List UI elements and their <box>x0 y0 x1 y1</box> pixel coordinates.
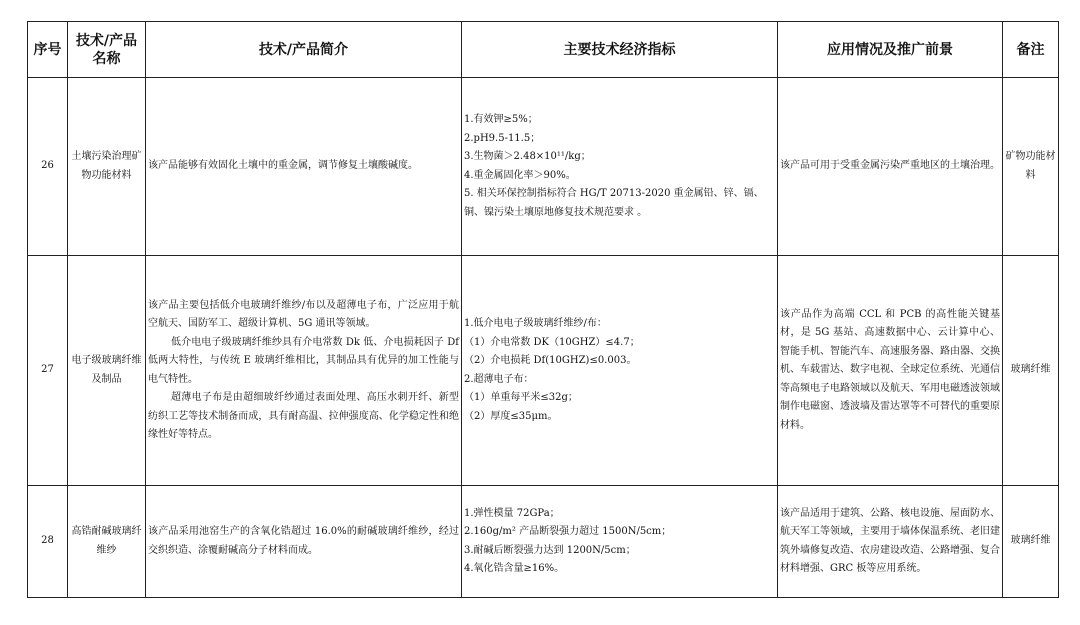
indicator-line: 1.低介电电子级玻璃纤维纱/布： <box>464 318 607 329</box>
indicator-line: 2.160g/m² 产品断裂强力超过 1500N/5cm； <box>464 526 672 537</box>
application-prospect: 该产品适用于建筑、公路、核电设施、屋面防水、航天军工等领域，主要用于墙体保温系统、老旧建筑外墙修复改造、农房建设改造、公路增强、复合材料增强、GRC 板等应用系统。 <box>778 486 1003 598</box>
remark: 玻璃纤维 <box>1003 486 1059 598</box>
indicator-line: 1.弹性模量 72GPa； <box>464 507 560 519</box>
remark: 玻璃纤维 <box>1003 256 1059 486</box>
indicators <box>462 256 778 486</box>
intro-paragraph: 该产品主要包括低介电玻璃纤维纱/布以及超薄电子布，广泛应用于航空航天、国防军工、超级计算机、5G 通讯等领域。 <box>148 299 459 329</box>
indicator-line: 3.耐碱后断裂强力达到 1200N/5cm； <box>464 544 636 556</box>
remark: 矿物功能材料 <box>1003 78 1059 256</box>
header-remark: 备注 <box>1003 22 1059 78</box>
application-prospect: 该产品可用于受重金属污染严重地区的土壤治理。 <box>778 78 1003 256</box>
product-intro <box>146 486 462 598</box>
header-intro: 技术/产品简介 <box>146 22 462 78</box>
indicator-line: 2.超薄电子布： <box>464 373 534 385</box>
product-intro <box>146 256 462 486</box>
row-number: 27 <box>28 256 68 486</box>
indicators <box>462 486 778 598</box>
table-row <box>28 486 1059 598</box>
indicator-line: （1）单重每平米≤32g； <box>464 392 578 403</box>
table-row <box>28 78 1059 256</box>
indicator-line: 1.有效钾≥5%； <box>464 114 538 125</box>
row-number: 28 <box>28 486 68 598</box>
row-number: 26 <box>28 78 68 256</box>
intro-paragraph: 超薄电子布是由超细玻纤纱通过表面处理、高压水刺开纤、新型纺织工艺等技术制备而成，具有耐高温、拉伸强度高、化学稳定性和绝缘性好等特点。 <box>148 392 459 440</box>
product-intro <box>146 78 462 256</box>
intro-paragraph: 低介电电子级玻璃纤维纱具有介电常数 Dk 低、介电损耗因子 Df 低两大特性，与传统 E 玻璃纤维相比，其制品具有优异的加工性能与电气特性。 <box>148 336 463 385</box>
header-name: 技术/产品名称 <box>68 22 146 78</box>
indicator-line: 4.氧化锆含量≥16%。 <box>464 563 565 574</box>
tech-catalog-table <box>27 21 1059 598</box>
indicator-line: 2.pH9.5-11.5； <box>464 132 541 144</box>
indicator-line: （1）介电常数 DK（10GHZ）≤4.7； <box>464 336 640 348</box>
product-name: 高锆耐碱玻璃纤维纱 <box>68 486 146 598</box>
header-application: 应用情况及推广前景 <box>778 22 1003 78</box>
indicator-line: 4.重金属固化率＞90%。 <box>464 169 576 181</box>
intro-paragraph: 该产品采用池窑生产的含氧化锆超过 16.0%的耐碱玻璃纤维纱，经过交织织造、涂覆耐碱高分子材料而成。 <box>148 526 459 556</box>
header-indicators: 主要技术经济指标 <box>462 22 778 78</box>
intro-paragraph: 该产品能够有效固化土壤中的重金属，调节修复土壤酸碱度。 <box>148 160 418 172</box>
application-prospect: 该产品作为高端 CCL 和 PCB 的高性能关键基材，是 5G 基站、高速数据中心、云计算中心、智能手机、智能汽车、高速服务器、路由器、交换机、车载雷达、数字电视、全球定位系统、光通信等高频电子电路领域以及航天、军用电磁透波领域制作电磁窗、透波墙及雷达罩等不可替代的重要原材料。 <box>778 256 1003 486</box>
product-name: 电子级玻璃纤维及制品 <box>68 256 146 486</box>
header-row <box>28 22 1059 78</box>
indicator-line: 3.生物菌＞2.48×10¹¹/kg； <box>464 151 591 162</box>
indicators <box>462 78 778 256</box>
indicator-line: （2）介电损耗 Df(10GHZ)≤0.003。 <box>464 355 637 366</box>
indicator-line: （2）厚度≤35μm。 <box>464 410 558 422</box>
product-name: 土壤污染治理矿物功能材料 <box>68 78 146 256</box>
table-row <box>28 256 1059 486</box>
indicator-line: 5. 相关环保控制指标符合 HG/T 20713-2020 重金属铅、锌、镉、铜、镍污染土壤原地修复技术规范要求 。 <box>464 188 764 218</box>
header-no: 序号 <box>28 22 68 78</box>
